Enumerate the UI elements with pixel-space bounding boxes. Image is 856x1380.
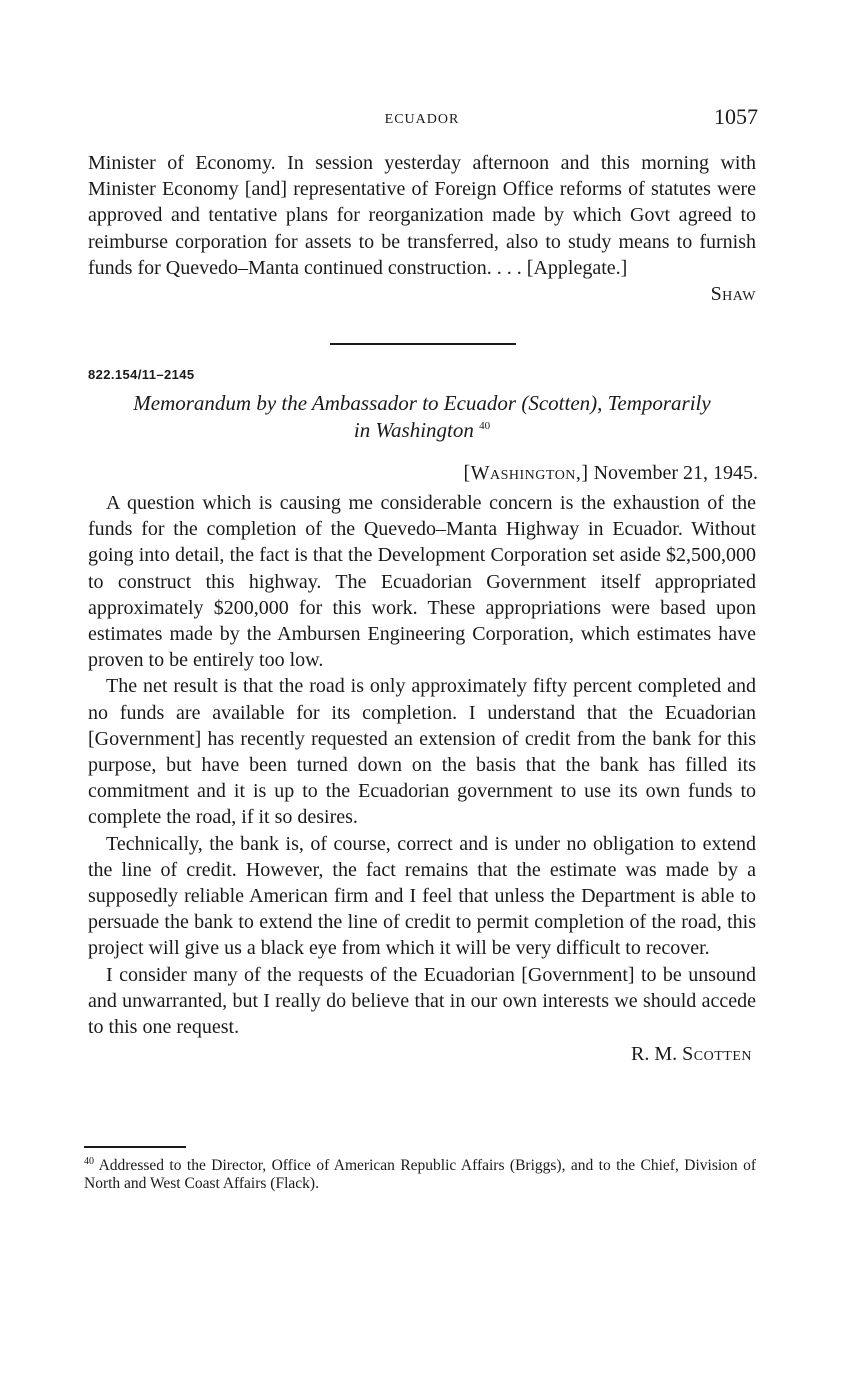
memo-title bbox=[88, 390, 756, 444]
page-number: 1057 bbox=[714, 104, 758, 129]
dateline-place: [Washington,] bbox=[463, 462, 589, 484]
footnote-text: Addressed to the Director, Office of American Republic Affairs (Briggs), and to the Chief, Division of North and West Coast Affairs (Flack). bbox=[84, 1157, 756, 1192]
memo-paragraph-4: I consider many of the requests of the Ecuadorian [Government] to be unsound and unwarranted, but I really do believe that in our own interests we should accede to this one request. bbox=[88, 963, 756, 1039]
running-header bbox=[88, 104, 756, 134]
memo-body bbox=[88, 490, 756, 1067]
memo-paragraph-1: A question which is causing me considerable concern is the exhaustion of the funds for the completion of the Quevedo–Manta Highway in Ecuador. Without going into detail, the fact is that the Development Corporation set aside $2,500,000 to construct this highway. The Ecuadorian Government itself appropriated approximately $200,000 for this work. These appropriations were based upon estimates made by the Ambursen Engineering Corporation, which estimates have proven to be entirely too low. bbox=[88, 492, 756, 672]
continued-paragraph: Minister of Economy. In session yesterday afternoon and this morning with Minister Economy [and] representative of Foreign Office reforms of statutes were approved and tentative plans for reorganization made by which Govt agreed to reimburse corporation for assets to be transferred, also to study means to furnish funds for Quevedo–Manta continued construction. . . . [Applegate.] bbox=[88, 152, 756, 279]
memo-paragraph-2: The net result is that the road is only approximately fifty percent completed and no funds are available for its completion. I understand that the Ecuadorian [Government] has recently requested an extension of credit from the bank for this purpose, but have been turned down on the basis that the bank has filled its commitment and it is up to the Ecuadorian government to use its own funds to complete the road, if it so desires. bbox=[88, 675, 756, 829]
title-footnote-mark: 40 bbox=[479, 420, 491, 432]
continued-telegram bbox=[88, 150, 756, 307]
section-divider bbox=[330, 343, 516, 345]
memo-signature bbox=[88, 1041, 756, 1067]
footnote bbox=[84, 1157, 756, 1193]
memo-title-line1: Memorandum by the Ambassador to Ecuador (Scotten), Temporarily bbox=[133, 391, 711, 415]
signature-initials: R. M. bbox=[631, 1043, 678, 1066]
signature-name: Scotten bbox=[682, 1043, 752, 1066]
dateline-date: November 21, 1945. bbox=[593, 462, 758, 484]
memo-paragraph-3: Technically, the bank is, of course, correct and is under no obligation to extend the line of credit. However, the fact remains that the estimate was made by a supposedly reliable American firm and I feel that unless the Department is able to persuade the bank to extend the line of credit to permit completion of the road, this project will give us a black eye from which it will be very difficult to recover. bbox=[88, 832, 756, 960]
file-reference: 822.154/11–2145 bbox=[88, 367, 195, 382]
footnote-divider bbox=[84, 1146, 186, 1148]
dateline bbox=[463, 460, 758, 486]
memo-title-line2: in Washington bbox=[353, 418, 474, 442]
telegram-signature: Shaw bbox=[710, 283, 756, 306]
running-title: ECUADOR bbox=[384, 112, 460, 127]
footnote-number: 40 bbox=[84, 1155, 94, 1167]
